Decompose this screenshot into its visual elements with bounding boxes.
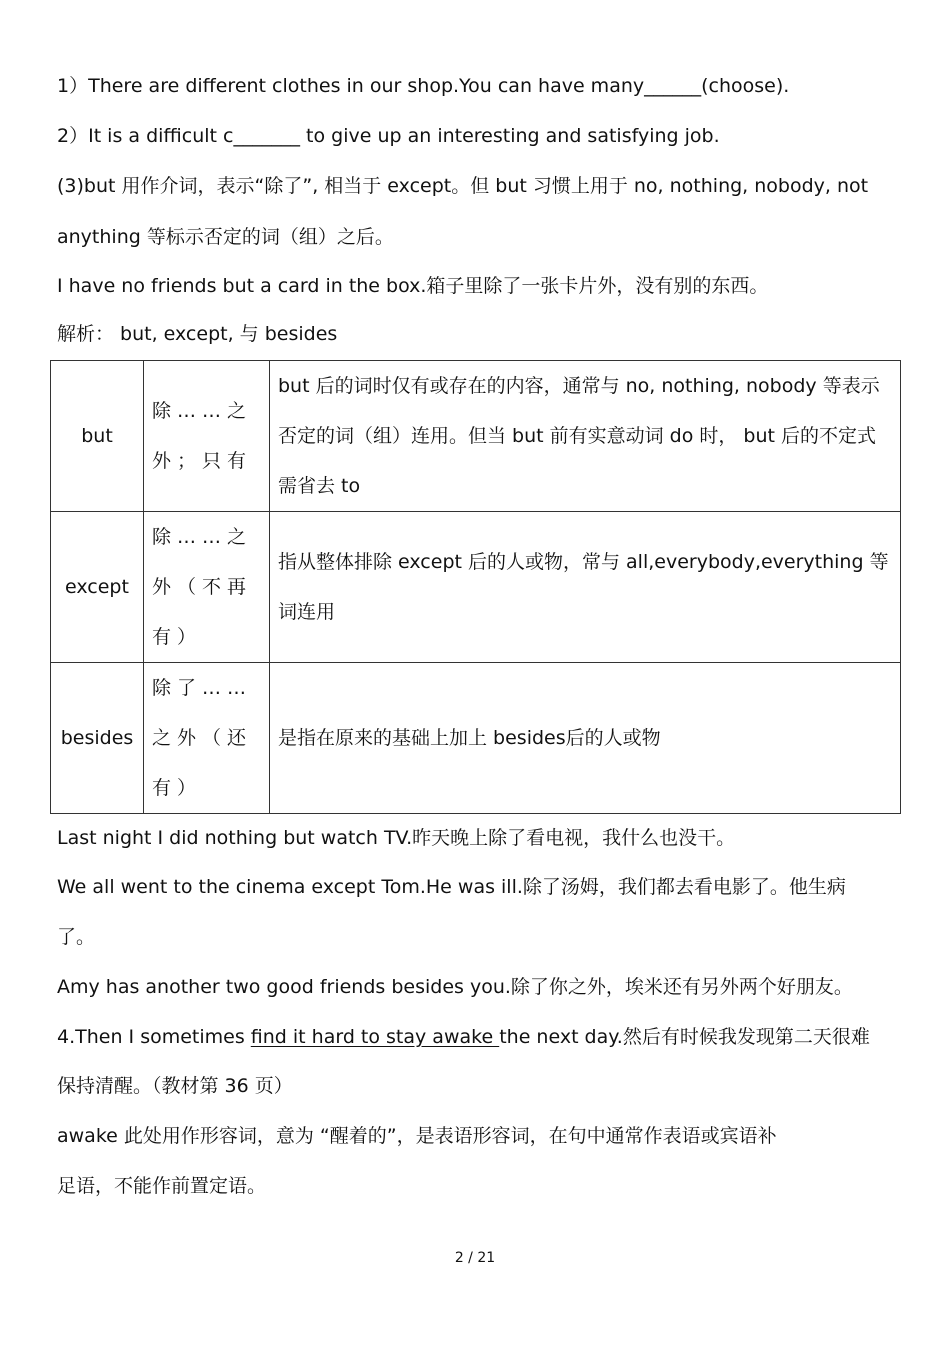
point-4 <box>57 1025 870 1049</box>
exercise-1: 1）There are different clothes in our shop.You can have many______(choose). <box>57 75 790 97</box>
comparison-table <box>50 360 901 814</box>
point-4-cont: 保持清醒。（教材第 36 页） <box>57 1075 293 1097</box>
example-besides: Amy has another two good friends besides you.除了你之外，埃米还有另外两个好朋友。 <box>57 976 853 998</box>
awake-note: awake 此处用作形容词，意为 “醒着的”，是表语形容词，在句中通常作表语或宾语补 <box>57 1125 777 1147</box>
point-4-end: the next day.然后有时候我发现第二天很难 <box>499 1026 870 1048</box>
word-cell: except <box>51 512 144 663</box>
table-row <box>51 361 901 512</box>
but-usage-note-cont: anything 等标示否定的词（组）之后。 <box>57 226 394 248</box>
description-cell: 指从整体排除 except 后的人或物，常与 all,everybody,everything 等词连用 <box>270 512 901 663</box>
meaning-cell: 除……之外；只有 <box>144 361 270 512</box>
point-4-underlined: find it hard to stay awake <box>250 1026 500 1048</box>
example-box: I have no friends but a card in the box.箱子里除了一张卡片外，没有别的东西。 <box>57 275 769 297</box>
table-row <box>51 512 901 663</box>
awake-note-cont: 足语，不能作前置定语。 <box>57 1175 267 1197</box>
example-except-cont: 了。 <box>57 926 96 948</box>
meaning-cell: 除了……之外（还有） <box>144 663 270 814</box>
description-cell: but 后的词时仅有或存在的内容，通常与 no, nothing, nobody 等表示否定的词（组）连用。但当 but 前有实意动词 do 时， but 后的不定式需省去 to <box>270 361 901 512</box>
word-cell: besides <box>51 663 144 814</box>
table-row <box>51 663 901 814</box>
example-except: We all went to the cinema except Tom.He was ill.除了汤姆，我们都去看电影了。他生病 <box>57 876 846 898</box>
meaning-cell: 除……之外（不再有） <box>144 512 270 663</box>
example-but: Last night I did nothing but watch TV.昨天晚上除了看电视，我什么也没干。 <box>57 827 736 849</box>
point-4-start: 4.Then I sometimes <box>57 1026 251 1048</box>
page-number: 2 / 21 <box>454 1250 496 1266</box>
word-cell: but <box>51 361 144 512</box>
but-usage-note: (3)but 用作介词，表示“除了”, 相当于 except。但 but 习惯上用于 no, nothing, nobody, not <box>57 175 869 197</box>
description-cell: 是指在原来的基础上加上 besides后的人或物 <box>270 663 901 814</box>
analysis-heading: 解析： but, except, 与 besides <box>57 323 338 345</box>
exercise-2: 2）It is a difficult c_______ to give up an interesting and satisfying job. <box>57 125 720 147</box>
